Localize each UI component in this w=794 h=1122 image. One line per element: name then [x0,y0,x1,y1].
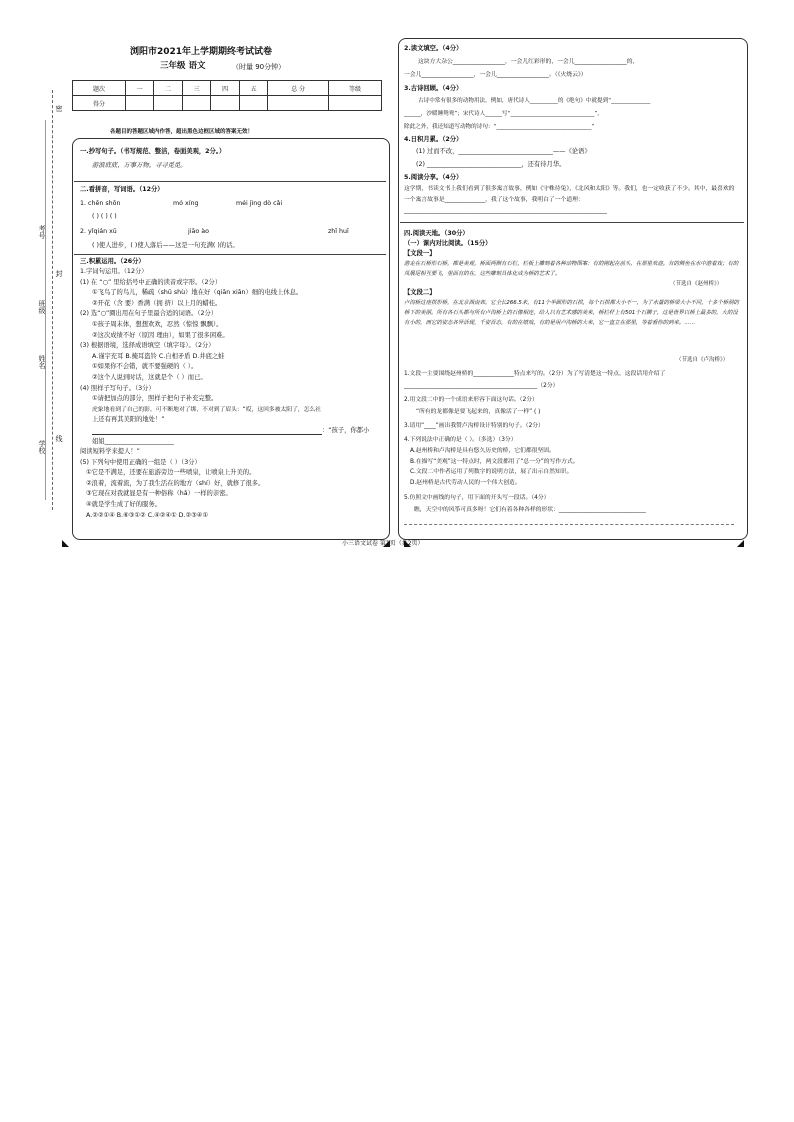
s3-item: ②开花（含 要）香满（拥 挤）以上月的蜡桂。 [92,299,222,307]
answer-line [404,524,734,525]
s3-item: ②浪着，流着流，为了我生活在的地方（shí）好，就修了很多。 [86,479,265,487]
q3-line-1: 古诗中常有很多的动物用法。例如，唐代诗人__________的《绝句》中就提到“______________ [418,98,651,104]
s3-fill: 阅读短料学来提人！” [80,448,140,456]
s3-item: ②这次成绩不好（原因 理由），如果了很多困难。 [92,331,229,339]
option[interactable]: C.文段二中作者运用了列数字的说明方法，展了出示自然知识。 [410,469,573,475]
section-4-sub: （一）课内对比阅读。（15分） [404,240,492,247]
registration-mark [737,540,744,547]
s3-item: 虎象地看到了自己的影，可不断地对了绑，不对到了眉头：“哎，这回多被太阳了，怎么社 [92,406,322,413]
s3-item: ①它是不满足，还要在旅游旁边一些喷泉，让喷泉上升美的。 [86,469,256,477]
divider [400,222,744,223]
score-cell[interactable] [154,96,183,111]
section-3-title: 三.积累运用。（26分） [80,258,145,265]
score-cell[interactable] [125,96,154,111]
pinyin-2b: jiāo ào [188,228,209,235]
s3-item: ①孩子周末体，想想欢欢，忍然（惊惊 飘飘）。 [92,320,223,328]
s3-item: A.②②①④ B.⑥③①② C.④②④① D.②③④① [86,511,209,519]
s3-item: (3) 根据语境，选择成语填空（填字母）。（2分） [80,342,215,350]
option[interactable]: A.赵州桥和卢沟桥是具有悠久历史的桥，它们都很坚固。 [410,448,555,454]
side-seal-mi: 密 [55,105,63,112]
material-b-text: 卢沟桥这座拱形桥，在北京西南郊。它全长266.5米，有11个半圆形的石拱，每个石拱都大小不一，为了水量的桥梁大小不同，十多个桥洞的桥下的美丽。所有各石头都与所有卢沟桥上的石像相连，给人以有艺术感的美来，桥栏杆上有501个石狮子，这是世界以桥上最多的，大的没有小的，而它的姿态各异活现，千姿百态，有的在嬉戏，有的是用卢沟桥的大来，它一直立在那里，等着看你的到来。…… [404,300,739,326]
score-header: 五 [239,81,268,96]
side-seal-xian: 线 [55,435,63,442]
side-label-name: 姓名 [38,355,46,369]
s3-item: 上还有再其美阳的地处！” [92,416,165,424]
option[interactable]: B.在描写“美观”这一特点时，两文段都用了“总一分”的写作方式。 [410,458,579,465]
q5-text: 这学期，书读文书上我们看到了很多寓言故事，例如《守株待兔》，《北风和太阳》等。我们，也一定收获了不少。其中，最喜欢的一个寓言故事是______________，我了这个故事，我明白了一个道理：______________________________________________________________________ [404,186,735,214]
section-1-title: 一.抄写句子。（书写规范、整洁，卷面美观，2分。） [80,148,226,155]
material-a-label: 【文段一】 [404,250,436,257]
pinyin-1b: mó xíng [173,200,199,207]
score-cell[interactable] [239,96,268,111]
reading-q2-text: “所有的龙都像是要飞起来的，真像活了一样” ( ) [416,409,541,415]
q2-title: 2.读文填空。（4分） [404,45,463,52]
s3-item: (2) 选“○”圈出用在句子里最合适的词语。（2分） [80,310,218,318]
s3-item: (5) 下列句中使用正确的一组是（ ）（3分） [80,458,201,466]
score-header: 一 [125,81,154,96]
pinyin-1a: 1. chēn shōn [80,200,121,207]
material-b-label: 【文段二】 [404,289,436,296]
score-header: 二 [154,81,183,96]
s3-item: A.谨宇充耳 B.掩耳盗铃 C.自相矛盾 D.井底之蛙 [92,352,225,360]
q3-line-3: 除此之外，我还知道写动物的诗句：“__________________________________” [404,124,595,130]
side-label-exam-number: 考号 [38,225,46,239]
section-1-text: 游浪底底，万事万物。寻寻觅觅。 [92,162,187,169]
score-header: 四 [211,81,240,96]
pinyin-2c: zhǐ huī [328,228,349,235]
option[interactable]: D.赵州桥是古代劳动人民的一个伟大创造。 [410,479,521,486]
score-cell[interactable] [329,96,382,111]
score-header: 等级 [329,81,382,96]
binding-line [52,90,53,510]
section-3-list [80,268,380,522]
s3-item: ①飞鸟了的鸟儿，稀疏（shū shù）地在好（qiān xiān）细的电线上休息。 [92,289,303,297]
reading-q4: 4.下列说法中正确的是（ ）。（多选）（3分） [404,437,517,443]
divider [74,254,386,255]
s3-item: ①请把加点的部分，照样子把句子补充完整。 [92,395,218,403]
q3-line-2: ______，沙暖睡鸳鸯”；宋代诗人______写“______________________________”， [404,111,603,117]
side-label-school: 学校 [38,440,46,454]
reading-q1: 1.文段一主要围绕赵州桥的______________特点来写的。（2分）为了写清楚这一特点，这段话用介绍了______________________________________________（2分） [404,371,666,389]
reading-q5: 5.仿照文中画线的句子，用下面的开头写一段话。（4分） [404,495,550,501]
exam-time: （时量 90分钟） [232,63,286,71]
s3-item: (1) 在 “○” 里给括号中正确的读音或字形。（2分） [80,278,222,286]
score-header: 三 [182,81,211,96]
page-footer: 小三语文试卷 第1页（共2页） [342,540,424,547]
q4-item-1: (1) 过而不改，______________________________——《论语》 [416,148,591,155]
pinyin-2a: 2. yǐqián xū [80,228,117,235]
pinyin-1c: méi jìng dò cǎi [236,200,283,207]
score-row-label: 得分 [73,96,126,111]
q4-item-2: (2) ______________________________，还有待月华。 [416,161,566,168]
s3-blank-tail: ：“孩子，你都小 [322,426,370,434]
score-table [72,80,382,111]
divider [74,181,386,182]
q2-line-1: 这块方大杂公__________________，一会儿红彩形的，一会儿__________________的， [418,59,639,65]
score-header: 题次 [73,81,126,96]
section-2-title: 二.看拼音，写词语。（12分） [80,186,164,193]
s3-blank-tail-2: 姐姐______________________ [92,437,174,445]
page-title: 浏阳市2021年上学期期终考试试卷 [130,47,273,57]
reading-q4-options [410,447,579,489]
pinyin-blanks-1: ( ) ( ) ( ) [92,213,117,220]
q2-line-2: 一会儿__________________，一会儿__________________。（《火烧云》） [404,72,587,78]
s3-blank-line [80,427,380,438]
registration-mark [62,540,69,547]
s3-item: ③它现在对我就显是有一种俗称（hǎ）一样的亲密。 [86,490,232,498]
reading-q5-text: 瞧，天空中的风筝可真多呀！它们有着各种各样的形状：______________________________ [414,507,646,513]
side-label-class: 班级 [38,300,46,314]
answer-notice: 各题目的答题区域内作答，超出黑色边框区域的答案无效！ [110,129,254,135]
answer-blank[interactable] [92,434,322,435]
s3-item: 1.字词句运用。（12分） [80,268,148,275]
s3-item: ④就是学生成了好的服务。 [86,501,161,509]
q4-title: 4.日积月累。（2分） [404,136,463,143]
q3-title: 3.古诗回顾。（4分） [404,85,463,92]
reading-q3: 3.请用“____”画出我赞卢沟桥设计特别的句子。（2分） [404,423,544,429]
score-cell[interactable] [268,96,329,111]
material-a-source: （节选自《赵州桥》） [670,281,723,287]
score-cell[interactable] [182,96,211,111]
pinyin-sentence: ( )使人进步，( )使人落后——这是一句充满( )的话。 [92,242,239,249]
s3-item: ②这个人说到时话，这就是个（ ）而已。 [92,373,207,381]
s3-item: ①如果你不会错，就不要强硬的（ ）。 [92,363,198,371]
material-a-text: 游走在石桥形石桥，都是美观，桥面两侧有石栏，栏板上雕刻着各种动物图案：有的刚起在前头，在那里欢迎。有的侧鱼在水中游着戏；有的凤展尾相互要飞，里面有的在，这些雕刻具体化成为桥的艺术了。 [404,261,739,277]
q5-title: 5.阅读分享。（4分） [404,174,463,181]
page-subtitle: 三年级 语文 [160,61,206,71]
reading-q2: 2.用文段二中的一个成语来形容下面这句话。（2分） [404,397,538,403]
s3-item: (4) 照样子写句子。（3分） [80,384,155,392]
section-4-title: 四.阅读天地。（30分） [404,230,469,237]
score-cell[interactable] [211,96,240,111]
score-header: 总 分 [268,81,329,96]
side-seal-feng: 封 [55,270,63,277]
binding-line-2 [45,120,46,500]
material-b-source: （节选自《卢沟桥》） [676,357,729,363]
